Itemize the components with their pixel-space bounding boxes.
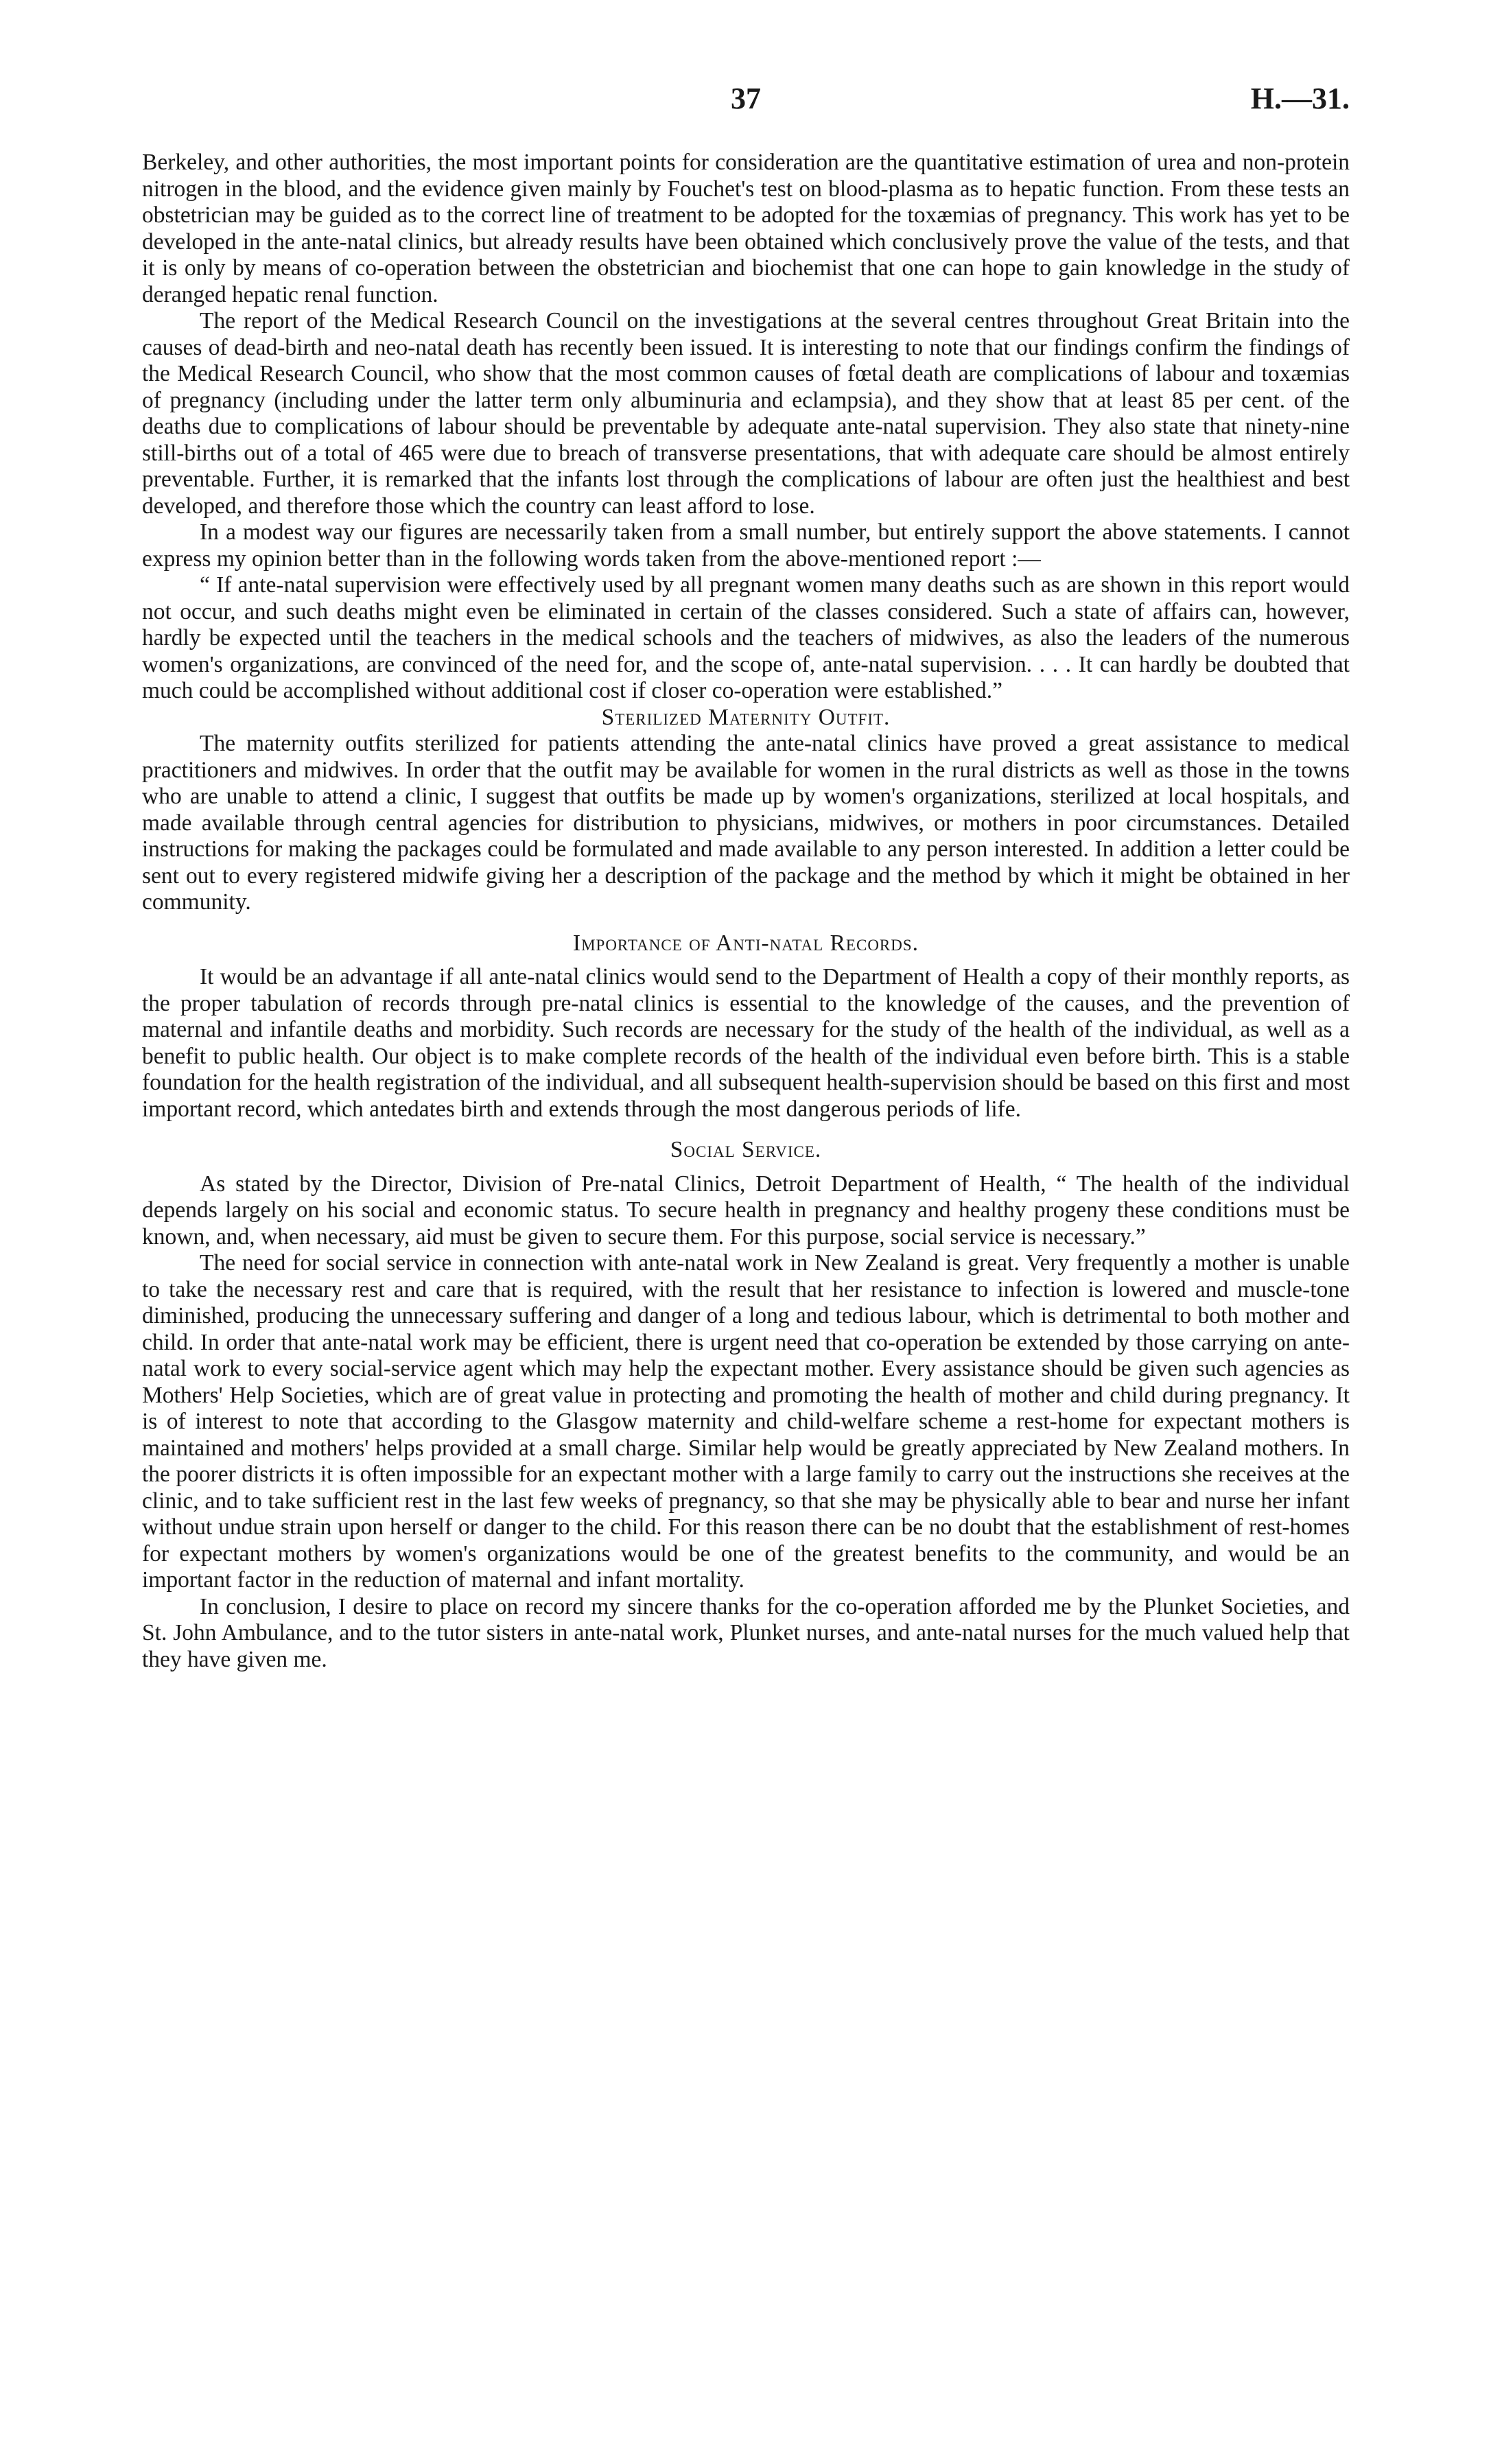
page-number: 37 [731,82,761,115]
section-heading-outfit: Sterilized Maternity Outfit. [601,704,891,730]
paragraph-detroit: As stated by the Director, Division of Pre-natal Clinics, Detroit Department of Health, “ The health of the individual depends largely on his social and economic status. To secure health in pregnancy and healthy progeny these conditions must be known, and, when necessary, aid must be given to secure them. For this purpose, social service is necessary.” [142,1171,1350,1249]
paragraph-need: The need for social service in connection with ante-natal work in New Zealand is great. Very frequently a mother is unable to take the necessary rest and care that is required, with the result that her resistance to infection is lowered and muscle-tone diminished, producing the unnecessary suffering and danger of a long and tedious labour, which is detrimental to both mother and child. In order that ante-natal work may be efficient, there is urgent need that co-operation be extended by those carrying on ante-natal work to every social-service agent which may help the expectant mother. Every assistance should be given such agencies as Mothers' Help Societies, which are of great value in protecting and promoting the health of mother and child during pregnancy. It is of interest to note that according to the Glasgow maternity and child-welfare scheme a rest-home for expectant mothers is maintained and mothers' helps provided at a small charge. Similar help would be greatly appreciated by New Zealand mothers. In the poorer districts it is often impossible for an expectant mother with a large family to carry out the instructions she receives at the clinic, and to take sufficient rest in the last few weeks of pregnancy, so that she may be physically able to bear and nurse her infant without undue strain upon herself or danger to the child. For this reason there can be no doubt that the establishment of rest-homes for expectant mothers by women's organizations would be one of the greatest benefits to the community, and would be an important factor in the reduction of maternal and infant mortality. [142,1250,1350,1593]
body-text [142,150,1350,1673]
paragraph-outfit: The maternity outfits sterilized for patients attending the ante-natal clinics have proved a great assistance to medical practitioners and midwives. In order that the outfit may be available for women in the rural districts as well as those in the towns who are unable to attend a clinic, I suggest that outfits be made up by women's organizations, sterilized at local hospitals, and made available through central agencies for distribution to physicians, midwives, or mothers in poor circumstances. Detailed instructions for making the packages could be formulated and made available to any person interested. In addition a letter could be sent out to every registered midwife giving her a description of the package and the method by which it might be obtained in her community. [142,731,1350,915]
paragraph-modest-way: In a modest way our figures are necessarily taken from a small number, but entirely support the above statements. I cannot express my opinion better than in the following words taken from the above-mentioned report :— [142,519,1350,572]
paragraph-quote: “ If ante-natal supervision were effectively used by all pregnant women many deaths such as are shown in this report would not occur, and such deaths might even be eliminated in certain of the classes considered. Such a state of affairs can, however, hardly be expected until the teachers in the medical schools and the teachers of midwives, as also the leaders of the numerous women's organizations, are convinced of the need for, and the scope of, ante-natal supervision. . . . It can hardly be doubted that much could be accomplished without additional cost if closer co-operation were established.” [142,572,1350,703]
paragraph-records: It would be an advantage if all ante-natal clinics would send to the Department of Health a copy of their monthly reports, as the proper tabulation of records through pre-natal clinics is essential to the knowledge of the causes, and the prevention of maternal and infantile deaths and morbidity. Such records are necessary for the study of the health of the individual, as well as a benefit to public health. Our object is to make complete records of the health of the individual even before birth. This is a stable foundation for the health registration of the individual, and all subsequent health-supervision should be based on this first and most important record, which antedates birth and extends through the most dangerous periods of life. [142,964,1350,1122]
paragraph-mrc-report: The report of the Medical Research Council on the investigations at the several centres throughout Great Britain into the causes of dead-birth and neo-natal death has recently been issued. It is interesting to note that our findings confirm the findings of the Medical Research Council, who show that the most common causes of fœtal death are complications of labour and toxæmias of pregnancy (including under the latter term only albuminuria and eclampsia), and they show that at least 85 per cent. of the deaths due to complications of labour should be preventable by adequate ante-natal supervision. They also state that ninety-nine still-births out of a total of 465 were due to breach of transverse presentations, that with adequate care should be almost entirely preventable. Further, it is remarked that the infants lost through the complications of labour are often just the healthiest and best developed, and therefore those which the country can least afford to lose. [142,308,1350,519]
section-heading-social: Social Service. [670,1137,822,1162]
paragraph-conclusion: In conclusion, I desire to place on record my sincere thanks for the co-operation afforded me by the Plunket Societies, and St. John Ambulance, and to the tutor sisters in ante-natal work, Plunket nurses, and ante-natal nurses for the much valued help that they have given me. [142,1593,1350,1672]
page-header [142,81,1350,122]
section-heading-records: Importance of Anti-natal Records. [572,930,919,956]
paragraph-continued: Berkeley, and other authorities, the most important points for consideration are the quantitative estimation of urea and non-protein nitrogen in the blood, and the evidence given mainly by Fouchet's test on blood-plasma as to hepatic function. From these tests an obstetrician may be guided as to the correct line of treatment to be adopted for the toxæmias of pregnancy. This work has yet to be developed in the ante-natal clinics, but already results have been obtained which conclusively prove the value of the tests, and that it is only by means of co-operation between the obstetrician and biochemist that one can hope to gain knowledge in the study of deranged hepatic renal function. [142,150,1350,307]
document-reference: H.—31. [1250,82,1350,115]
